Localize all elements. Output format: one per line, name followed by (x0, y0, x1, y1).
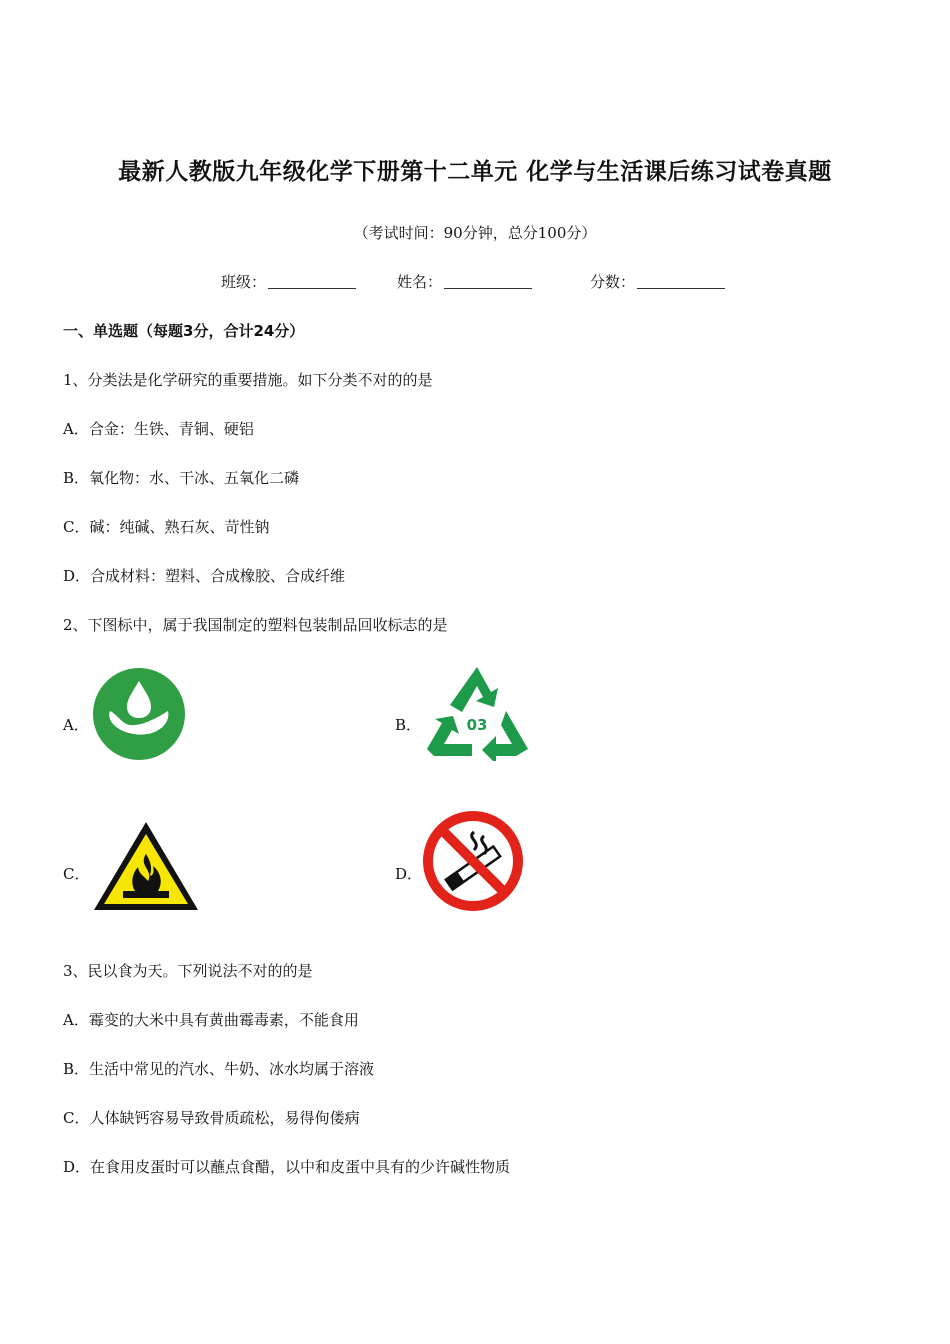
q1-option-c: C．碱：纯碱、熟石灰、苛性钠 (63, 518, 270, 536)
class-blank[interactable] (268, 274, 356, 289)
score-label: 分数： (590, 273, 636, 291)
q2-option-d-label: D． (395, 865, 423, 883)
recycle-number-text: 03 (466, 716, 488, 734)
q3-stem: 3、民以食为天。下列说法不对的的是 (63, 962, 313, 980)
score-field (590, 271, 725, 292)
q2-stem: 2、下图标中，属于我国制定的塑料包装制品回收标志的是 (63, 616, 448, 634)
q3-option-c: C．人体缺钙容易导致骨质疏松，易得佝偻病 (63, 1109, 360, 1127)
q2-option-a-label: A． (63, 716, 89, 734)
class-label: 班级： (221, 273, 267, 291)
no-smoking-icon (422, 810, 524, 912)
q3-option-a: A．霉变的大米中具有黄曲霉毒素，不能食用 (63, 1011, 359, 1029)
q3-option-b: B．生活中常见的汽水、牛奶、冰水均属于溶液 (63, 1060, 375, 1078)
water-saving-icon (92, 667, 186, 761)
flammable-warning-icon (91, 819, 201, 913)
score-blank[interactable] (637, 274, 725, 289)
exam-subtitle: （考试时间：90分钟，总分100分） (353, 224, 597, 242)
q2-option-c-label: C． (63, 865, 90, 883)
name-blank[interactable] (444, 274, 532, 289)
q2-option-b-label: B． (395, 716, 422, 734)
name-field (397, 271, 532, 292)
page-title: 最新人教版九年级化学下册第十二单元 化学与生活课后练习试卷真题 (118, 159, 832, 185)
q1-option-b: B．氧化物：水、干冰、五氧化二磷 (63, 469, 300, 487)
q1-option-a: A．合金：生铁、青铜、硬铝 (63, 420, 254, 438)
q1-stem: 1、分类法是化学研究的重要措施。如下分类不对的的是 (63, 371, 433, 389)
class-field (221, 271, 356, 292)
name-label: 姓名： (397, 273, 443, 291)
section-heading: 一、单选题（每题3分，合计24分） (63, 322, 305, 340)
q3-option-d: D．在食用皮蛋时可以蘸点食醋，以中和皮蛋中具有的少许碱性物质 (63, 1158, 511, 1176)
q1-option-d: D．合成材料：塑料、合成橡胶、合成纤维 (63, 567, 346, 585)
plastic-recycle-icon (424, 665, 530, 761)
